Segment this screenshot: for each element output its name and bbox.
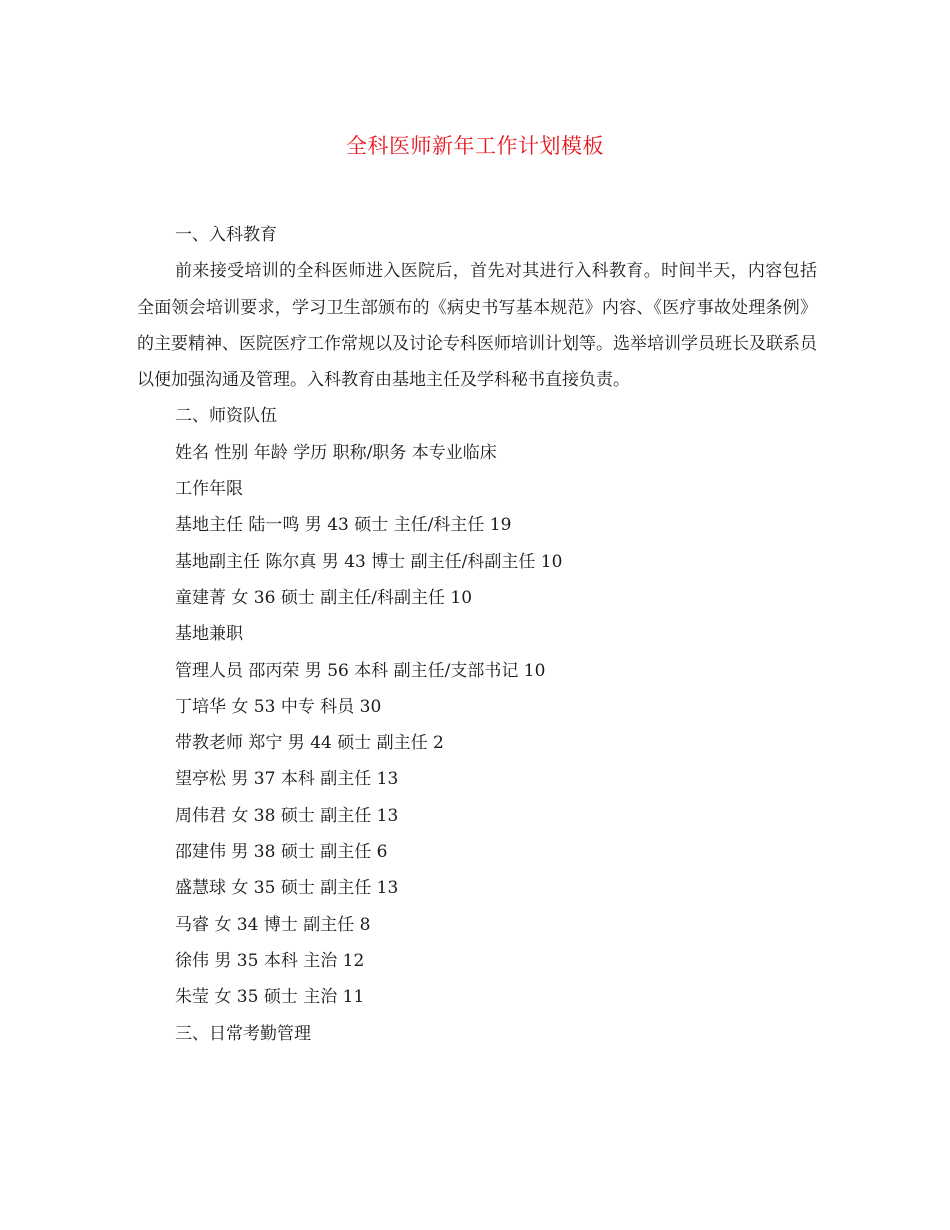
faculty-row: 童建菁 女 36 硕士 副主任/科副主任 10 [175,587,473,608]
faculty-row: 带教老师 郑宁 男 44 硕士 副主任 2 [175,733,444,754]
document-title: 全科医师新年工作计划模板 [346,134,604,158]
faculty-row: 丁培华 女 53 中专 科员 30 [175,696,382,717]
document-body [137,217,817,1052]
section-heading-attendance: 三、日常考勤管理 [175,1023,311,1044]
orientation-paragraph: 前来接受培训的全科医师进入医院后，首先对其进行入科教育。时间半天，内容包括全面领会培训要求，学习卫生部颁布的《病史书写基本规范》内容、《医疗事故处理条例》的主要精神、医院医疗工作常规以及讨论专科医师培训计划等。选举培训学员班长及联系员以便加强沟通及管理。入科教育由基地主任及学科秘书直接负责。 [137,261,817,391]
faculty-row: 管理人员 邵丙荣 男 56 本科 副主任/支部书记 10 [175,660,546,681]
faculty-row: 周伟君 女 38 硕士 副主任 13 [175,805,399,826]
faculty-row: 徐伟 男 35 本科 主治 12 [175,950,365,971]
section-heading-orientation: 一、入科教育 [175,225,277,245]
faculty-list [137,507,817,1015]
faculty-row: 基地主任 陆一鸣 男 43 硕士 主任/科主任 19 [175,515,512,536]
faculty-table-header-cont: 工作年限 [175,479,243,500]
faculty-row: 盛慧球 女 35 硕士 副主任 13 [175,878,399,899]
faculty-row: 马睿 女 34 博士 副主任 8 [175,914,371,935]
faculty-row: 邵建伟 男 38 硕士 副主任 6 [175,842,388,863]
section-heading-faculty: 二、师资队伍 [175,406,277,427]
faculty-row: 基地兼职 [175,624,243,645]
faculty-row: 望亭松 男 37 本科 副主任 13 [175,769,399,790]
faculty-row: 基地副主任 陈尔真 男 43 博士 副主任/科副主任 10 [175,551,563,572]
faculty-row: 朱莹 女 35 硕士 主治 11 [175,987,365,1008]
faculty-table-header: 姓名 性别 年龄 学历 职称/职务 本专业临床 [175,442,497,463]
